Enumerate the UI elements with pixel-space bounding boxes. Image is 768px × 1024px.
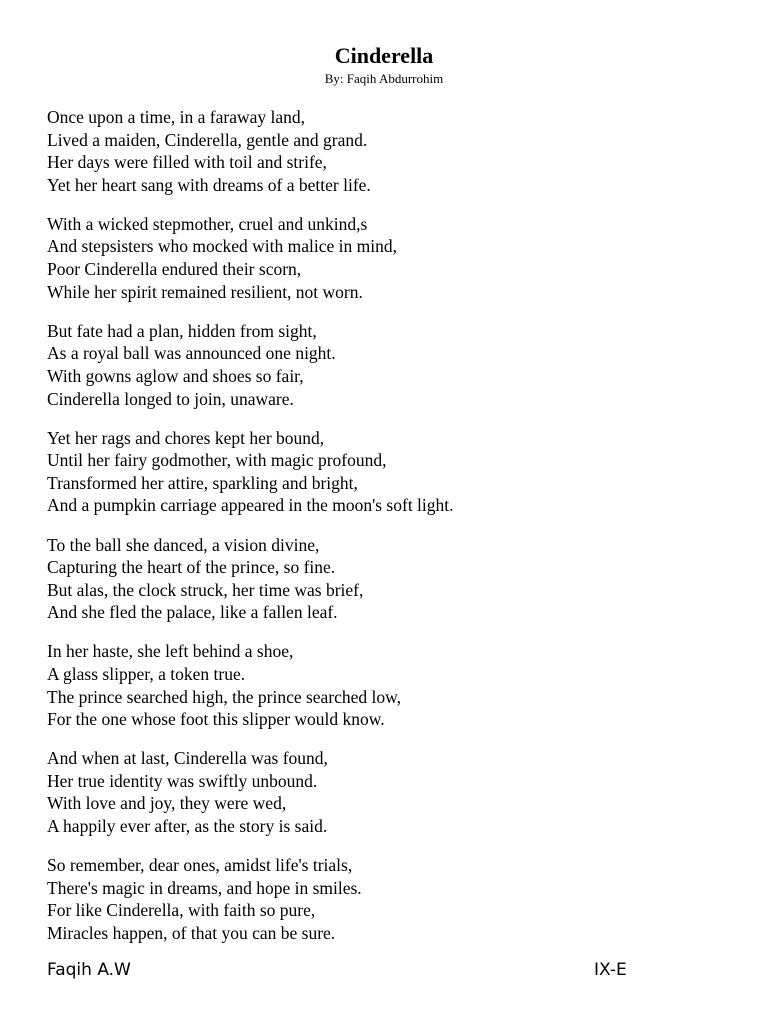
poem-line: And stepsisters who mocked with malice in mind, xyxy=(47,236,397,257)
poem-line: Lived a maiden, Cinderella, gentle and grand. xyxy=(47,129,368,150)
poem-line: There's magic in dreams, and hope in smiles. xyxy=(47,877,362,898)
poem-line: The prince searched high, the prince searched low, xyxy=(47,686,402,707)
poem-line: So remember, dear ones, amidst life's trials, xyxy=(47,855,353,876)
poem-line: Miracles happen, of that you can be sure. xyxy=(47,922,336,943)
poem-body xyxy=(47,106,727,961)
poem-line: And she fled the palace, like a fallen leaf. xyxy=(47,602,338,623)
poem-line: But alas, the clock struck, her time was brief, xyxy=(47,579,364,600)
stanza xyxy=(47,106,727,196)
footer-author-name: Faqih A.W xyxy=(47,960,131,980)
footer-class-label: IX-E xyxy=(594,960,627,980)
poem-line: A happily ever after, as the story is said. xyxy=(47,816,328,837)
stanza xyxy=(47,320,727,410)
poem-line: Yet her heart sang with dreams of a better life. xyxy=(47,174,371,195)
poem-line: While her spirit remained resilient, not worn. xyxy=(47,281,363,302)
poem-line: With gowns aglow and shoes so fair, xyxy=(47,365,304,386)
poem-line: And when at last, Cinderella was found, xyxy=(47,748,328,769)
stanza xyxy=(47,213,727,303)
poem-line: In her haste, she left behind a shoe, xyxy=(47,641,294,662)
poem-line: For the one whose foot this slipper would know. xyxy=(47,709,385,730)
poem-author: By: Faqih Abdurrohim xyxy=(324,71,444,86)
poem-line: But fate had a plan, hidden from sight, xyxy=(47,320,317,341)
poem-line: For like Cinderella, with faith so pure, xyxy=(47,900,316,921)
poem-line: Her days were filled with toil and strife, xyxy=(47,152,327,173)
poem-title: Cinderella xyxy=(334,43,434,68)
poem-line: Yet her rags and chores kept her bound, xyxy=(47,427,325,448)
poem-line: Until her fairy godmother, with magic profound, xyxy=(47,450,387,471)
poem-line: To the ball she danced, a vision divine, xyxy=(47,534,320,555)
poem-line: As a royal ball was announced one night. xyxy=(47,343,336,364)
poem-line: Her true identity was swiftly unbound. xyxy=(47,770,318,791)
poem-line: And a pumpkin carriage appeared in the moon's soft light. xyxy=(47,495,454,516)
poem-line: A glass slipper, a token true. xyxy=(47,663,246,684)
poem-line: Transformed her attire, sparkling and bright, xyxy=(47,472,358,493)
stanza xyxy=(47,747,727,837)
poem-line: Capturing the heart of the prince, so fine. xyxy=(47,557,336,578)
poem-line: Cinderella longed to join, unaware. xyxy=(47,388,294,409)
stanza xyxy=(47,427,727,517)
stanza xyxy=(47,640,727,730)
poem-line: Poor Cinderella endured their scorn, xyxy=(47,259,302,280)
stanza xyxy=(47,854,727,944)
poem-line: With a wicked stepmother, cruel and unkind,s xyxy=(47,213,368,234)
poem-line: Once upon a time, in a faraway land, xyxy=(47,107,306,127)
poem-line: With love and joy, they were wed, xyxy=(47,793,287,814)
stanza xyxy=(47,534,727,624)
